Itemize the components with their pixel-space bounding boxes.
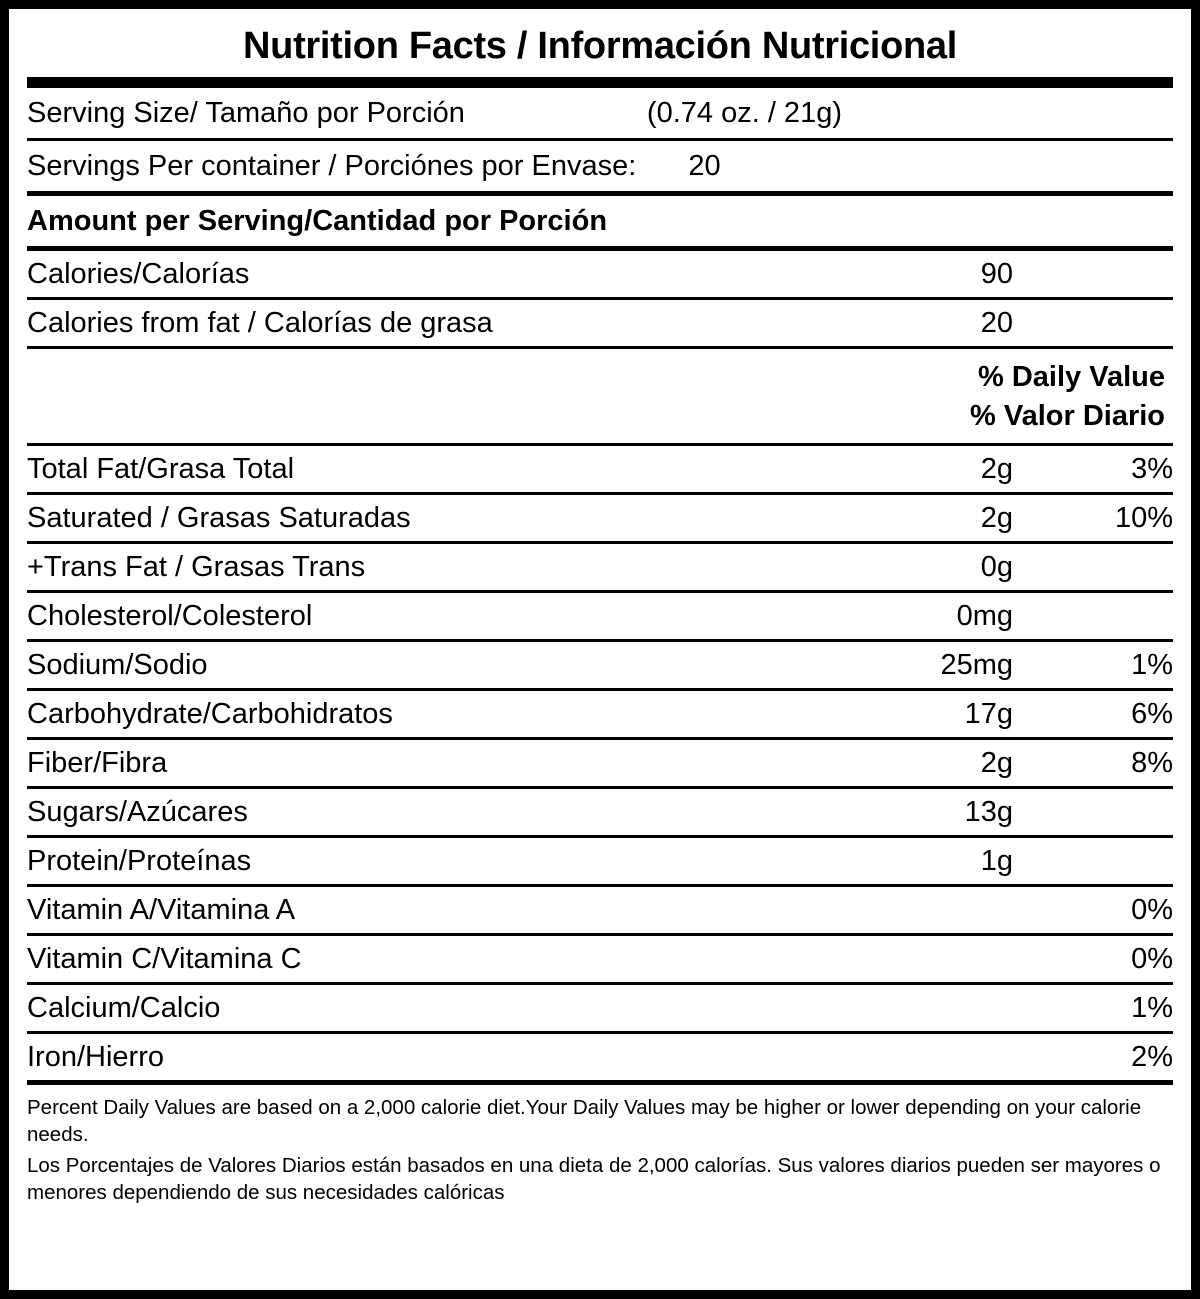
nutrient-dv: 1%	[1131, 991, 1173, 1024]
table-row	[27, 691, 1173, 737]
calories-from-fat-value: 20	[980, 306, 1013, 339]
nutrient-label: Sodium/Sodio	[27, 648, 208, 681]
nutrient-amount: 0g	[980, 550, 1013, 583]
calories-from-fat-row	[27, 300, 1173, 346]
nutrient-amount: 2g	[980, 452, 1013, 485]
footnote-es: Los Porcentajes de Valores Diarios están basados en una dieta de 2,000 calorías. Sus valores diarios pueden ser mayores o menores dependiendo de sus necesidades calóricas	[27, 1153, 1161, 1205]
nutrient-dv: 3%	[1131, 452, 1173, 485]
servings-per-container-row	[27, 141, 1173, 191]
table-row	[27, 593, 1173, 639]
nutrient-label: Vitamin C/Vitamina C	[27, 942, 302, 975]
serving-size-value: (0.74 oz. / 21g)	[646, 96, 842, 129]
table-row	[27, 789, 1173, 835]
serving-size-label: Serving Size/ Tamaño por Porción	[27, 96, 465, 129]
page-title: Nutrition Facts / Información Nutricional	[243, 25, 957, 67]
nutrient-amount: 0mg	[956, 599, 1013, 632]
table-row	[27, 985, 1173, 1031]
nutrient-label: +Trans Fat / Grasas Trans	[27, 550, 366, 583]
nutrient-dv: 10%	[1114, 501, 1173, 534]
table-row	[27, 936, 1173, 982]
nutrient-dv: 0%	[1131, 942, 1173, 975]
nutrient-amount: 2g	[980, 501, 1013, 534]
nutrient-label: Protein/Proteínas	[27, 844, 252, 877]
nutrient-amount: 17g	[964, 697, 1013, 730]
table-row	[27, 1034, 1173, 1080]
table-row	[27, 642, 1173, 688]
amount-per-serving-heading: Amount per Serving/Cantidad por Porción	[27, 204, 608, 237]
nutrient-dv: 8%	[1131, 746, 1173, 779]
nutrient-label: Fiber/Fibra	[27, 746, 168, 779]
calories-from-fat-label: Calories from fat / Calorías de grasa	[27, 306, 493, 339]
daily-value-heading-es: % Valor Diario	[969, 399, 1165, 432]
divider-thick-top	[27, 77, 1173, 88]
nutrient-amount: 2g	[980, 746, 1013, 779]
table-row	[27, 838, 1173, 884]
daily-value-heading-en: % Daily Value	[978, 360, 1165, 393]
nutrient-amount: 1g	[980, 844, 1013, 877]
nutrient-amount: 25mg	[940, 648, 1013, 681]
table-row	[27, 544, 1173, 590]
nutrient-label: Total Fat/Grasa Total	[27, 452, 295, 485]
table-row	[27, 495, 1173, 541]
nutrient-label: Carbohydrate/Carbohidratos	[27, 697, 393, 730]
table-row	[27, 887, 1173, 933]
servings-per-container-label: Servings Per container / Porciónes por Envase:	[27, 149, 637, 182]
table-row	[27, 446, 1173, 492]
nutrient-dv: 6%	[1131, 697, 1173, 730]
nutrient-dv: 2%	[1131, 1040, 1173, 1073]
nutrient-label: Vitamin A/Vitamina A	[27, 893, 296, 926]
nutrient-label: Sugars/Azúcares	[27, 795, 248, 828]
calories-label: Calories/Calorías	[27, 257, 250, 290]
nutrient-dv: 0%	[1131, 893, 1173, 926]
calories-row	[27, 251, 1173, 297]
table-row	[27, 740, 1173, 786]
calories-value: 90	[980, 257, 1013, 290]
nutrient-dv: 1%	[1131, 648, 1173, 681]
nutrient-label: Iron/Hierro	[27, 1040, 164, 1073]
servings-per-container-value: 20	[688, 149, 721, 182]
footnote-en: Percent Daily Values are based on a 2,000 calorie diet.Your Daily Values may be higher or lower depending on your calorie needs.	[27, 1095, 1142, 1146]
nutrient-label: Cholesterol/Colesterol	[27, 599, 313, 632]
serving-size-row	[27, 88, 1173, 138]
footnotes	[27, 1085, 1173, 1206]
nutrient-label: Saturated / Grasas Saturadas	[27, 501, 411, 534]
nutrient-amount: 13g	[964, 795, 1013, 828]
nutrient-label: Calcium/Calcio	[27, 991, 221, 1024]
